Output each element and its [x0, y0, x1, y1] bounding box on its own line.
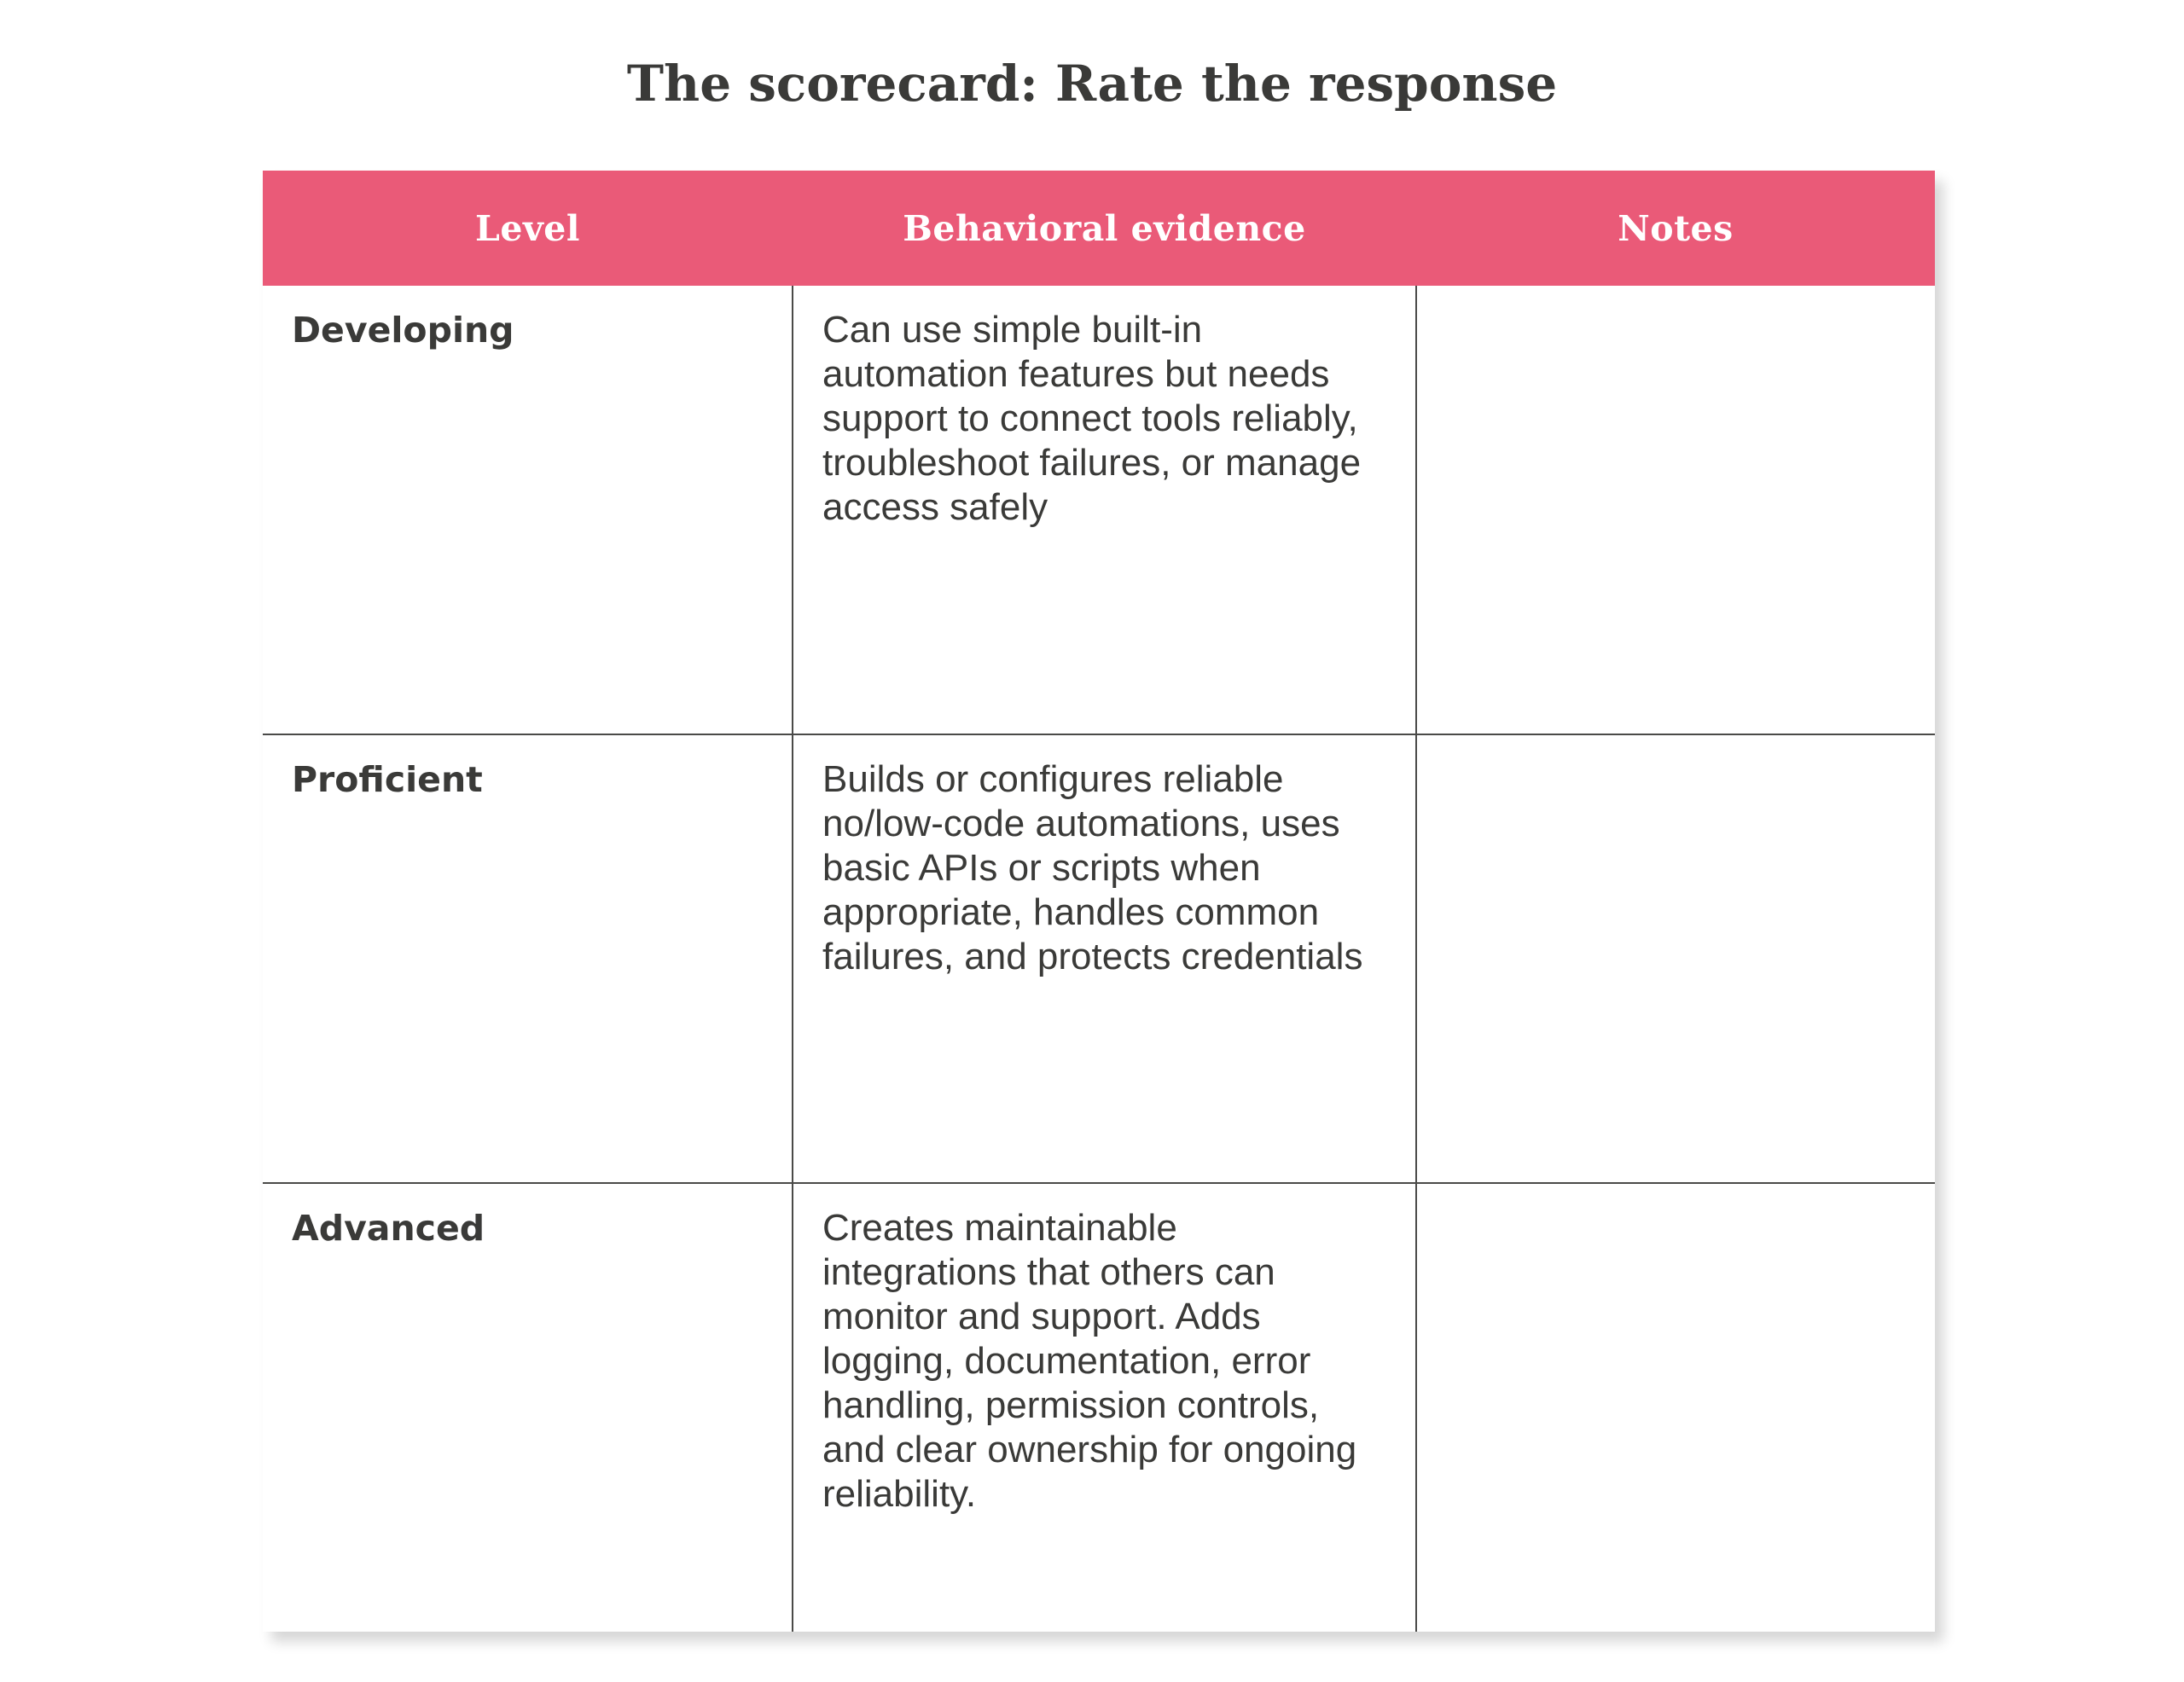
level-cell: Proficient: [263, 734, 793, 1183]
table-body: [263, 286, 1935, 1632]
evidence-cell: [793, 1183, 1416, 1632]
table-row-developing: [263, 286, 1935, 734]
notes-cell: [1416, 1183, 1935, 1632]
page-title: The scorecard: Rate the response: [626, 55, 1558, 113]
table-header: [263, 171, 1935, 286]
column-header-level: Level: [263, 171, 793, 286]
level-cell: Developing: [292, 310, 514, 351]
notes-cell: [1416, 286, 1935, 734]
evidence-cell: [793, 734, 1416, 1183]
column-header-notes: Notes: [1416, 171, 1935, 286]
evidence-text: Builds or configures reliable no/low-code automations, uses basic APIs or scripts when appropriate, handles common failures, and protects credentials: [822, 758, 1363, 977]
level-cell: Advanced: [263, 1183, 793, 1632]
evidence-text: Can use simple built-in automation features but needs support to connect tools reliably, troubleshoot failures, or manage access safely: [822, 309, 1362, 528]
evidence-cell: [793, 286, 1416, 734]
table-row-advanced: [263, 1183, 1935, 1632]
scorecard-table: [263, 171, 1935, 1632]
notes-cell: [1416, 734, 1935, 1183]
table-row-proficient: [263, 734, 1935, 1183]
header-row: [263, 171, 1935, 286]
evidence-text: Creates maintainable integrations that others can monitor and support. Adds logging, documentation, error handling, permission controls, and clear ownership for ongoing reliability.: [822, 1207, 1357, 1515]
column-header-behavioral-evidence: Behavioral evidence: [793, 171, 1416, 286]
